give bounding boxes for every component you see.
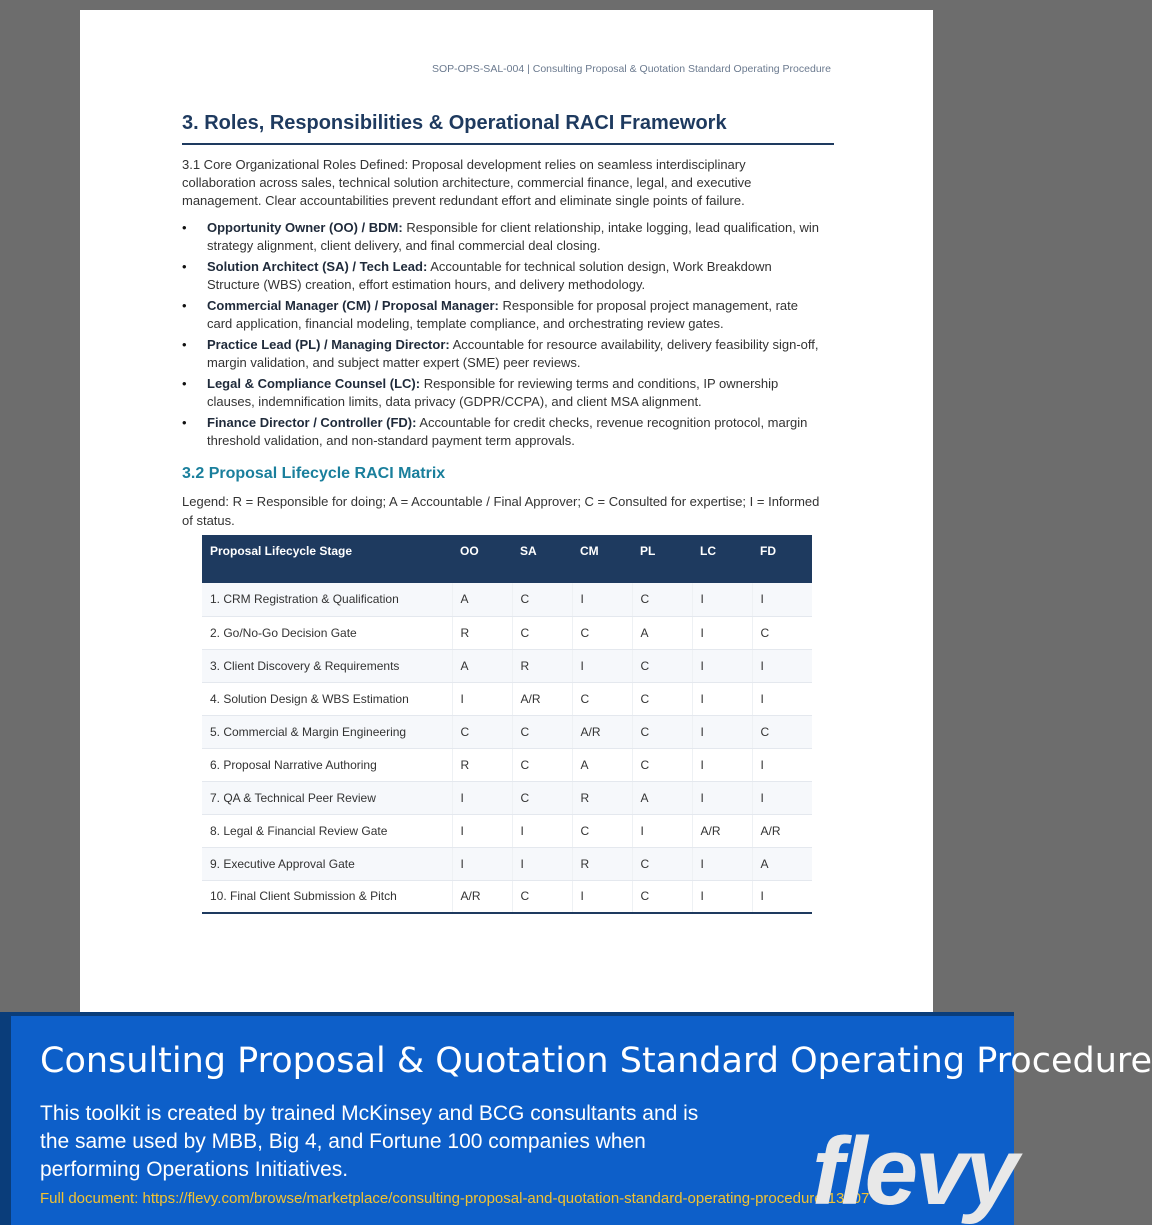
raci-table — [202, 535, 812, 914]
raci-stage-cell: 9. Executive Approval Gate — [202, 847, 452, 880]
raci-assignment-cell: C — [512, 781, 572, 814]
raci-row — [202, 616, 812, 649]
raci-assignment-cell: C — [632, 682, 692, 715]
raci-stage-cell: 7. QA & Technical Peer Review — [202, 781, 452, 814]
raci-assignment-cell: A — [632, 616, 692, 649]
banner-accent-bar — [0, 1016, 11, 1225]
raci-assignment-cell: A — [452, 583, 512, 616]
raci-row — [202, 682, 812, 715]
raci-assignment-cell: A — [752, 847, 812, 880]
raci-assignment-cell: C — [632, 847, 692, 880]
flevy-logo-text: flevy — [812, 1118, 1016, 1225]
raci-header-row — [202, 535, 812, 583]
raci-stage-cell: 4. Solution Design & WBS Estimation — [202, 682, 452, 715]
subsection-title: 3.2 Proposal Lifecycle RACI Matrix — [182, 465, 446, 482]
role-item — [182, 336, 822, 372]
bullet-icon: • — [182, 376, 187, 391]
raci-assignment-cell: I — [512, 814, 572, 847]
raci-row — [202, 748, 812, 781]
bullet-icon: • — [182, 298, 187, 313]
raci-assignment-cell: A/R — [512, 682, 572, 715]
raci-assignment-cell: A/R — [692, 814, 752, 847]
role-name: Legal & Compliance Counsel (LC): — [207, 376, 421, 391]
raci-assignment-cell: C — [632, 583, 692, 616]
raci-assignment-cell: R — [452, 748, 512, 781]
bullet-icon: • — [182, 220, 187, 235]
raci-assignment-cell: R — [512, 649, 572, 682]
role-description: Accountable for credit checks, revenue recognition protocol, margin threshold validation, and non-standard payment term approvals. — [207, 415, 808, 448]
role-name: Finance Director / Controller (FD): — [207, 415, 417, 430]
role-description: Responsible for client relationship, intake logging, lead qualification, win strategy alignment, client delivery, and final commercial deal closing. — [207, 220, 819, 253]
raci-header-cell: FD — [752, 535, 812, 583]
raci-stage-cell: 8. Legal & Financial Review Gate — [202, 814, 452, 847]
raci-assignment-cell: I — [632, 814, 692, 847]
raci-assignment-cell: I — [572, 583, 632, 616]
role-description: Accountable for technical solution design, Work Breakdown Structure (WBS) creation, effort estimation hours, and delivery methodology. — [207, 259, 772, 292]
banner-description: This toolkit is created by trained McKinsey and BCG consultants and is the same used by MBB, Big 4, and Fortune 100 companies when performing Operations Initiatives. — [40, 1102, 699, 1181]
role-name: Commercial Manager (CM) / Proposal Manager: — [207, 298, 499, 313]
raci-assignment-cell: A/R — [752, 814, 812, 847]
raci-assignment-cell: I — [692, 616, 752, 649]
raci-assignment-cell: C — [632, 715, 692, 748]
raci-assignment-cell: A/R — [452, 880, 512, 913]
raci-header-cell: LC — [692, 535, 752, 583]
raci-legend: Legend: R = Responsible for doing; A = Accountable / Final Approver; C = Consulted for expertise; I = Informed of status. — [182, 494, 820, 528]
role-description: Accountable for resource availability, delivery feasibility sign-off, margin validation, and subject matter expert (SME) peer reviews. — [207, 337, 819, 370]
role-name: Opportunity Owner (OO) / BDM: — [207, 220, 403, 235]
bullet-icon: • — [182, 259, 187, 274]
raci-row — [202, 583, 812, 616]
raci-assignment-cell: C — [572, 682, 632, 715]
raci-assignment-cell: I — [752, 880, 812, 913]
raci-assignment-cell: I — [752, 748, 812, 781]
raci-assignment-cell: I — [452, 814, 512, 847]
raci-row — [202, 649, 812, 682]
raci-header-cell: CM — [572, 535, 632, 583]
section-title: 3. Roles, Responsibilities & Operational RACI Framework — [182, 112, 834, 145]
raci-header-cell: PL — [632, 535, 692, 583]
raci-assignment-cell: C — [572, 616, 632, 649]
raci-assignment-cell: C — [752, 715, 812, 748]
raci-assignment-cell: I — [692, 781, 752, 814]
raci-assignment-cell: C — [752, 616, 812, 649]
raci-assignment-cell: I — [572, 880, 632, 913]
role-description: Responsible for proposal project management, rate card application, financial modeling, template compliance, and orchestrating review gates. — [207, 298, 799, 331]
raci-assignment-cell: I — [692, 583, 752, 616]
raci-assignment-cell: C — [572, 814, 632, 847]
raci-assignment-cell: C — [512, 583, 572, 616]
raci-assignment-cell: R — [572, 847, 632, 880]
raci-assignment-cell: I — [452, 682, 512, 715]
intro-paragraph: 3.1 Core Organizational Roles Defined: Proposal development relies on seamless interdisciplinary collaboration across sales, technical solution architecture, commercial finance, legal, and executive management. Clear accountabilities prevent redundant effort and eliminate single points of failure. — [182, 157, 752, 208]
raci-header-cell: OO — [452, 535, 512, 583]
raci-assignment-cell: A/R — [572, 715, 632, 748]
raci-assignment-cell: R — [452, 616, 512, 649]
raci-stage-cell: 1. CRM Registration & Qualification — [202, 583, 452, 616]
role-name: Solution Architect (SA) / Tech Lead: — [207, 259, 428, 274]
raci-assignment-cell: I — [452, 847, 512, 880]
running-header: SOP-OPS-SAL-004 | Consulting Proposal & Quotation Standard Operating Procedure — [431, 63, 831, 75]
bullet-icon: • — [182, 337, 187, 352]
raci-stage-cell: 6. Proposal Narrative Authoring — [202, 748, 452, 781]
raci-header-cell: Proposal Lifecycle Stage — [202, 535, 452, 583]
role-item — [182, 219, 822, 255]
raci-assignment-cell: C — [512, 748, 572, 781]
raci-assignment-cell: A — [452, 649, 512, 682]
raci-row — [202, 781, 812, 814]
document-page — [80, 10, 933, 1021]
raci-assignment-cell: I — [752, 781, 812, 814]
role-item — [182, 375, 822, 411]
raci-assignment-cell: C — [632, 880, 692, 913]
role-item — [182, 258, 822, 294]
raci-assignment-cell: I — [752, 649, 812, 682]
role-description: Responsible for reviewing terms and conditions, IP ownership clauses, indemnification limits, data privacy (GDPR/CCPA), and client MSA alignment. — [207, 376, 779, 409]
raci-assignment-cell: I — [572, 649, 632, 682]
raci-row — [202, 715, 812, 748]
bullet-icon: • — [182, 415, 187, 430]
raci-assignment-cell: C — [452, 715, 512, 748]
raci-assignment-cell: I — [692, 847, 752, 880]
raci-assignment-cell: I — [752, 682, 812, 715]
raci-row — [202, 847, 812, 880]
raci-row — [202, 814, 812, 847]
raci-assignment-cell: I — [692, 682, 752, 715]
roles-list — [182, 219, 822, 453]
raci-assignment-cell: I — [452, 781, 512, 814]
raci-assignment-cell: C — [512, 616, 572, 649]
raci-assignment-cell: R — [572, 781, 632, 814]
role-item — [182, 297, 822, 333]
role-name: Practice Lead (PL) / Managing Director: — [207, 337, 450, 352]
flevy-logo — [806, 1104, 1016, 1225]
raci-assignment-cell: I — [752, 583, 812, 616]
raci-assignment-cell: C — [512, 880, 572, 913]
raci-assignment-cell: I — [692, 748, 752, 781]
raci-stage-cell: 10. Final Client Submission & Pitch — [202, 880, 452, 913]
raci-assignment-cell: C — [512, 715, 572, 748]
raci-assignment-cell: C — [632, 748, 692, 781]
raci-stage-cell: 2. Go/No-Go Decision Gate — [202, 616, 452, 649]
raci-stage-cell: 5. Commercial & Margin Engineering — [202, 715, 452, 748]
banner-document-link[interactable]: Full document: https://flevy.com/browse/marketplace/consulting-proposal-and-quotation-standard-operating-procedure-13507 — [40, 1190, 870, 1207]
raci-assignment-cell: A — [632, 781, 692, 814]
raci-assignment-cell: C — [632, 649, 692, 682]
promo-banner — [0, 1012, 1152, 1225]
raci-assignment-cell: I — [692, 880, 752, 913]
banner-title: Consulting Proposal & Quotation Standard Operating Procedure — [40, 1041, 1152, 1081]
raci-stage-cell: 3. Client Discovery & Requirements — [202, 649, 452, 682]
raci-row — [202, 880, 812, 913]
raci-header-cell: SA — [512, 535, 572, 583]
raci-assignment-cell: I — [512, 847, 572, 880]
raci-assignment-cell: I — [692, 649, 752, 682]
raci-body — [202, 583, 812, 913]
raci-assignment-cell: I — [692, 715, 752, 748]
raci-assignment-cell: A — [572, 748, 632, 781]
role-item — [182, 414, 822, 450]
